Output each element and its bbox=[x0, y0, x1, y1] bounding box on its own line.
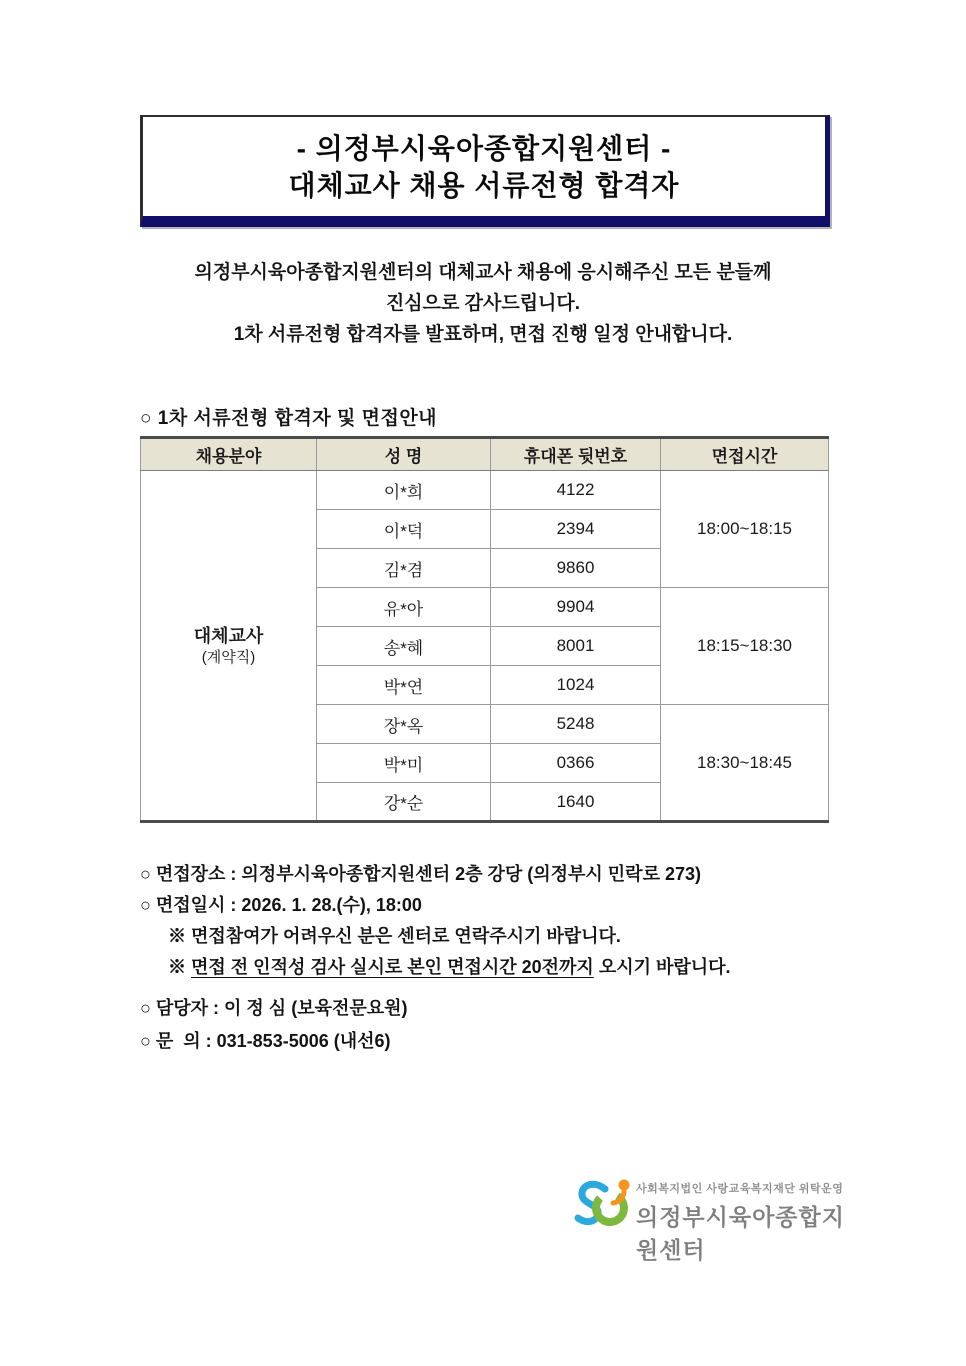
note-2-suffix: 오시기 바랍니다. bbox=[598, 957, 731, 977]
applicant-phone: 5248 bbox=[491, 705, 661, 744]
applicant-phone: 1024 bbox=[491, 666, 661, 705]
note-2-marker: ※ bbox=[168, 957, 186, 977]
applicant-name: 이*덕 bbox=[317, 510, 491, 549]
applicant-name: 박*미 bbox=[317, 744, 491, 783]
interview-note-1: ※ 면접참여가 어려우신 분은 센터로 연락주시기 바랍니다. bbox=[168, 926, 621, 946]
interview-time-slot: 18:15~18:30 bbox=[661, 588, 829, 705]
interview-place-line: ○ 면접장소 : 의정부시육아종합지원센터 2층 강당 (의정부시 민락로 273) bbox=[140, 864, 701, 884]
table-row bbox=[141, 471, 829, 510]
org-logo bbox=[572, 1170, 862, 1265]
section-heading: ○ 1차 서류전형 합격자 및 면접안내 bbox=[140, 408, 438, 429]
intro-line-3: 1차 서류전형 합격자를 발표하며, 면접 진행 일정 안내합니다. bbox=[233, 324, 733, 345]
interview-time-slot: 18:30~18:45 bbox=[661, 705, 829, 822]
org-logo-text bbox=[636, 1170, 862, 1265]
applicant-name: 송*혜 bbox=[317, 627, 491, 666]
manager-line: ○ 담당자 : 이 정 심 (보육전문요원) bbox=[140, 998, 408, 1018]
applicant-phone: 8001 bbox=[491, 627, 661, 666]
header-category: 채용분야 bbox=[141, 438, 317, 471]
applicant-phone: 1640 bbox=[491, 783, 661, 822]
org-logo-icon bbox=[572, 1176, 634, 1236]
org-tagline: 사회복지법인 사랑교육복지재단 위탁운영 bbox=[636, 1183, 844, 1195]
inquiry-line: ○ 문 의 : 031-853-5006 (내선6) bbox=[140, 1031, 391, 1051]
header-phone: 휴대폰 뒷번호 bbox=[491, 438, 661, 471]
category-subtitle: (계약직) bbox=[201, 648, 256, 666]
table-header-row bbox=[141, 438, 829, 471]
applicant-name: 강*순 bbox=[317, 783, 491, 822]
header-name: 성 명 bbox=[317, 438, 491, 471]
applicant-name: 김*겸 bbox=[317, 549, 491, 588]
applicant-phone: 9860 bbox=[491, 549, 661, 588]
interview-note-2 bbox=[140, 952, 840, 983]
applicant-name: 박*연 bbox=[317, 666, 491, 705]
applicant-phone: 2394 bbox=[491, 510, 661, 549]
applicant-phone: 0366 bbox=[491, 744, 661, 783]
interview-datetime-line: ○ 면접일시 : 2026. 1. 28.(수), 18:00 bbox=[140, 895, 422, 915]
document-title-line1: - 의정부시육아종합지원센터 - bbox=[296, 133, 672, 164]
applicant-phone: 4122 bbox=[491, 471, 661, 510]
interview-time-slot: 18:00~18:15 bbox=[661, 471, 829, 588]
applicant-phone: 9904 bbox=[491, 588, 661, 627]
org-name: 의정부시육아종합지원센터 bbox=[636, 1204, 845, 1263]
applicant-name: 장*옥 bbox=[317, 705, 491, 744]
applicants-table bbox=[140, 436, 829, 823]
intro-line-2: 진심으로 감사드립니다. bbox=[385, 293, 581, 314]
note-2-underlined-text: 면접 전 인적성 검사 실시로 본인 면접시간 20전까지 bbox=[191, 957, 594, 977]
applicant-name: 유*아 bbox=[317, 588, 491, 627]
intro-paragraph bbox=[0, 257, 966, 350]
title-box bbox=[140, 115, 830, 227]
category-name: 대체교사 bbox=[193, 625, 264, 646]
intro-line-1: 의정부시육아종합지원센터의 대체교사 채용에 응시해주신 모든 분들께 bbox=[194, 262, 772, 283]
category-cell bbox=[141, 471, 317, 822]
header-interview-time: 면접시간 bbox=[661, 438, 829, 471]
interview-details bbox=[140, 859, 840, 983]
document-title-line2: 대체교사 채용 서류전형 합격자 bbox=[288, 170, 680, 201]
contact-block bbox=[140, 992, 740, 1058]
applicant-name: 이*희 bbox=[317, 471, 491, 510]
